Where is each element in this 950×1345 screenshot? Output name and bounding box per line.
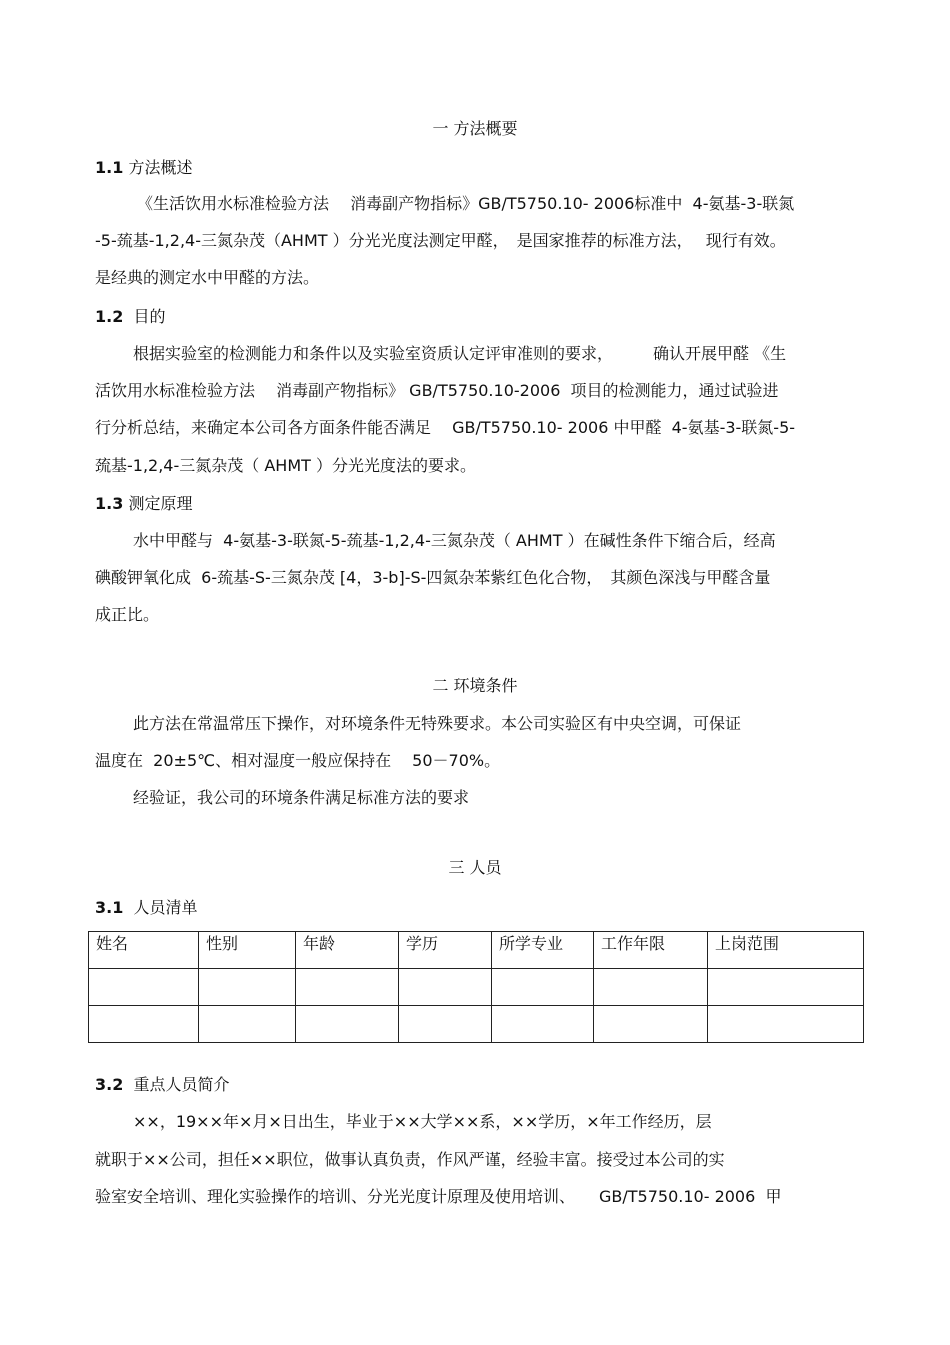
table-cell: [594, 969, 708, 1006]
subsection-title: 目的: [133, 307, 166, 326]
subsection-number: 1.1: [95, 158, 124, 177]
table-cell: [708, 969, 864, 1006]
table-header-cell: 年龄: [296, 932, 399, 969]
paragraph-line: 《生活饮用水标准检验方法 消毒副产物指标》GB/T5750.10- 2006标准中 4-氨基-3-联氮: [137, 194, 795, 213]
table-header-row: [89, 932, 864, 969]
table-header-cell: 姓名: [89, 932, 199, 969]
table-row: [89, 969, 864, 1006]
subsection-number: 1.3: [95, 494, 124, 513]
table-cell: [89, 1006, 199, 1043]
table-header-cell: 上岗范围: [708, 932, 864, 969]
subsection-1-2-heading: [95, 307, 166, 327]
subsection-number: 1.2: [95, 307, 124, 326]
paragraph-line: 活饮用水标准检验方法 消毒副产物指标》 GB/T5750.10-2006 项目的检测能力，通过试验进: [95, 381, 779, 400]
table-row: [89, 1006, 864, 1043]
table-cell: [399, 1006, 492, 1043]
table-cell: [296, 969, 399, 1006]
paragraph-line: 碘酸钾氧化成 6-巯基-S-三氮杂茂 [4，3-b]-S-四氮杂苯紫红色化合物， 其颜色深浅与甲醛含量: [95, 568, 771, 587]
section2-heading: 二 环境条件: [432, 676, 518, 695]
paragraph-line: 行分析总结，来确定本公司各方面条件能否满足 GB/T5750.10- 2006 中甲醛 4-氨基-3-联氮-5-: [95, 418, 796, 437]
table-header-cell: 性别: [199, 932, 296, 969]
table-header-cell: 所学专业: [492, 932, 594, 969]
subsection-title: 方法概述: [128, 158, 193, 177]
table-cell: [492, 969, 594, 1006]
paragraph-line: 温度在 20±5℃、相对湿度一般应保持在 50－70%。: [95, 751, 501, 770]
table-cell: [492, 1006, 594, 1043]
subsection-title: 重点人员简介: [133, 1075, 230, 1094]
table-cell: [199, 969, 296, 1006]
paragraph-line: 是经典的测定水中甲醛的方法。: [95, 268, 320, 287]
personnel-table: [88, 931, 864, 1043]
paragraph-line: 巯基-1,2,4-三氮杂茂（ AHMT ）分光光度法的要求。: [95, 456, 476, 475]
paragraph-line: ××，19××年×月×日出生，毕业于××大学××系，××学历，×年工作经历，层: [133, 1112, 712, 1131]
subsection-title: 测定原理: [128, 494, 193, 513]
subsection-number: 3.2: [95, 1075, 124, 1094]
section3-heading: 三 人员: [448, 858, 502, 877]
subsection-number: 3.1: [95, 898, 124, 917]
table-cell: [594, 1006, 708, 1043]
table-cell: [89, 969, 199, 1006]
paragraph-line: 水中甲醛与 4-氨基-3-联氮-5-巯基-1,2,4-三氮杂茂（ AHMT ）在碱性条件下缩合后，经高: [133, 531, 776, 550]
paragraph-line: 根据实验室的检测能力和条件以及实验室资质认定评审准则的要求， 确认开展甲醛 《生: [133, 344, 787, 363]
paragraph-line: 经验证，我公司的环境条件满足标准方法的要求: [133, 788, 470, 807]
table-cell: [708, 1006, 864, 1043]
table-cell: [399, 969, 492, 1006]
section1-heading: 一 方法概要: [432, 119, 518, 138]
paragraph-line: 此方法在常温常压下操作，对环境条件无特殊要求。本公司实验区有中央空调，可保证: [133, 714, 742, 733]
table-header-cell: 工作年限: [594, 932, 708, 969]
paragraph-line: 成正比。: [95, 605, 160, 624]
table-cell: [199, 1006, 296, 1043]
paragraph-line: 就职于××公司，担任××职位，做事认真负责，作风严谨，经验丰富。接受过本公司的实: [95, 1150, 725, 1169]
table-cell: [296, 1006, 399, 1043]
paragraph-line: 验室安全培训、理化实验操作的培训、分光光度计原理及使用培训、 GB/T5750.10- 2006 甲: [95, 1187, 782, 1206]
subsection-1-3-heading: [95, 494, 192, 514]
subsection-3-2-heading: [95, 1075, 230, 1095]
subsection-3-1-heading: [95, 898, 198, 918]
subsection-title: 人员清单: [133, 898, 198, 917]
table-header-cell: 学历: [399, 932, 492, 969]
subsection-1-1-heading: [95, 158, 192, 178]
paragraph-line: -5-巯基-1,2,4-三氮杂茂（AHMT ）分光光度法测定甲醛， 是国家推荐的标准方法， 现行有效。: [95, 231, 786, 250]
